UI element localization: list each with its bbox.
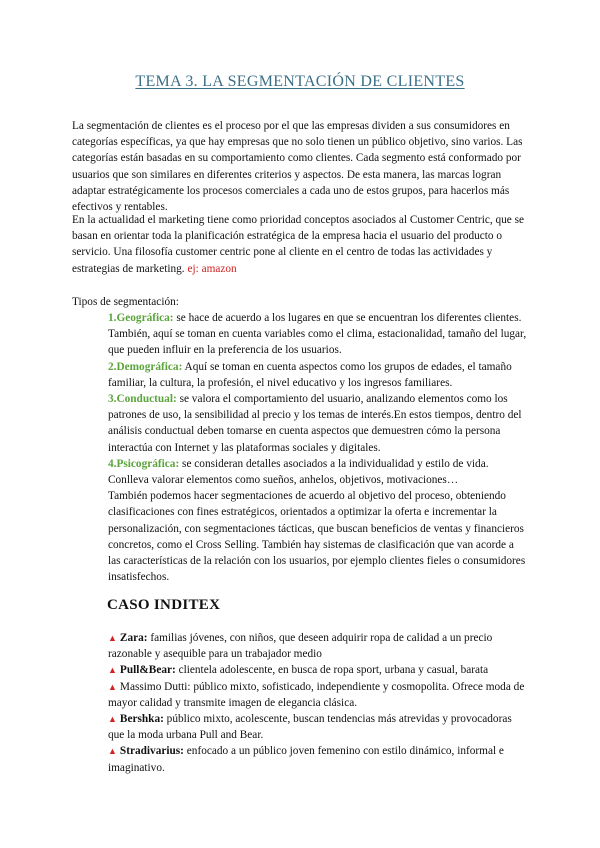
red-triangle-icon: ▲ xyxy=(108,714,117,725)
type-text: se consideran detalles asociados a la individualidad y estilo de vida. Conlleva valorar elementos como sueños, anhelos, objetivos, motivaciones… xyxy=(108,457,489,487)
list-item xyxy=(108,310,528,359)
intro-paragraph-2 xyxy=(72,212,527,277)
intro-paragraph-1: La segmentación de clientes es el proceso por el que las empresas dividen a sus consumidores en categorías específicas, ya que hay empresas que no solo tienen un público objetivo, sino varios. Las categorías están basadas en su comportamiento como clientes. Cada segmento está conformado por usuarios que son similares en diferentes criterios y aspectos. De esta manera, las marcas logran adaptar estratégicamente los procesos comerciales a cada uno de estos grupos, para hacerlos más efectivos y rentables. xyxy=(72,120,523,214)
list-item xyxy=(108,359,528,391)
list-item xyxy=(108,391,528,456)
type-label: 2.Demográfica: xyxy=(108,360,183,373)
list-item xyxy=(108,679,528,711)
type-label: 1.Geográfica: xyxy=(108,312,174,324)
brand-name: Bershka: xyxy=(119,713,164,726)
type-label: 4.Psicográfica: xyxy=(108,457,180,470)
tipos-extra-paragraph: También podemos hacer segmentaciones de acuerdo al objetivo del proceso, obteniendo clasificaciones con fines estratégicos, orientados a optimizar la oferta e incrementar la personalización, con segmentaciones tácticas, que buscan beneficios de ventas y financieros concretos, como el Cross Selling. También hay sistemas de clasificación que van acorde a las características de la relación con los usuarios, por ejemplo clientes fieles o consumidores insatisfechos. xyxy=(108,490,526,584)
brand-description: clientela adolescente, en busca de ropa sport, urbana y casual, barata xyxy=(175,664,489,677)
brand-description: familias jóvenes, con niños, que deseen adquirir ropa de calidad a un precio razonable y asequible para un trabajador medio xyxy=(108,632,493,661)
example-note: ej: amazon xyxy=(187,262,237,275)
intro-paragraph-2-text: En la actualidad el marketing tiene como prioridad conceptos asociados al Customer Centric, que se basan en orientar toda la planificación estratégica de la empresa hacia el usuario del producto o servicio. Una filosofía customer centric pone al cliente en el centro de todas las actividades y estrategias de marketing. xyxy=(72,214,525,275)
list-item xyxy=(108,711,528,743)
inditex-list xyxy=(108,630,528,776)
red-triangle-icon: ▲ xyxy=(108,665,117,676)
type-text: se valora el comportamiento del usuario, analizando elementos como los patrones de uso, la sensibilidad al precio y los temas de interés.En estos tiempos, dentro del análisis conductual deben tomarse en cuenta aspectos que demuestren cómo la persona interactúa con Internet y las plataformas sociales y digitales. xyxy=(108,393,522,454)
brand-name: Pull&Bear: xyxy=(119,664,176,677)
red-triangle-icon: ▲ xyxy=(108,681,117,692)
red-triangle-icon: ▲ xyxy=(108,746,117,757)
brand-name: Zara: xyxy=(119,632,148,644)
page-title: TEMA 3. LA SEGMENTACIÓN DE CLIENTES xyxy=(135,73,465,90)
list-item xyxy=(108,662,528,678)
brand-description: enfocado a un público joven femenino con estilo dinámico, informal e imaginativo. xyxy=(108,745,504,774)
list-item xyxy=(108,743,528,775)
segmentation-types-list xyxy=(108,310,528,585)
brand-description: Massimo Dutti: público mixto, sofisticado, independiente y cosmopolita. Ofrece moda de mayor calidad y transmite imagen de elegancia clásica. xyxy=(108,680,525,709)
type-text: se hace de acuerdo a los lugares en que se encuentran los diferentes clientes. También, aquí se toman en cuenta variables como el clima, estacionalidad, tamaño del lugar, que pueden influir en la preferencia de los usuarios. xyxy=(108,312,527,357)
type-text: Aquí se toman en cuenta aspectos como los grupos de edades, el tamaño familiar, la cultura, la profesión, el nivel educativo y los ingresos familiares. xyxy=(108,360,512,389)
type-label: 3.Conductual: xyxy=(108,393,177,406)
list-item xyxy=(108,456,528,488)
brand-description: público mixto, acolescente, buscan tendencias más atrevidas y provocadoras que la moda urbana Pull and Bear. xyxy=(108,713,512,742)
list-item xyxy=(108,630,528,662)
red-triangle-icon: ▲ xyxy=(108,633,117,643)
brand-name: Stradivarius: xyxy=(119,745,184,758)
section-heading-inditex: CASO INDITEX xyxy=(107,597,221,613)
tipos-label: Tipos de segmentación: xyxy=(72,296,179,308)
